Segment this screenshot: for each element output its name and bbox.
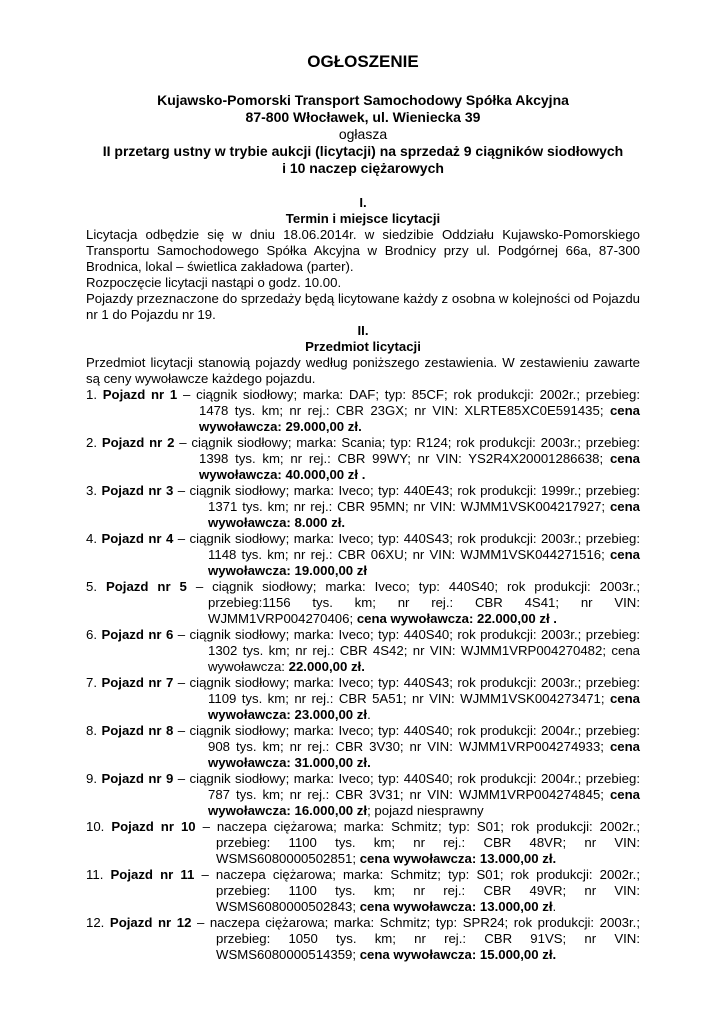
subject-line-2: i 10 naczep ciężarowych — [282, 160, 444, 176]
vehicle-description: – ciągnik siodłowy; marka: Iveco; typ: 440S43; rok produkcji: 2003r.; przebieg: 1148 tys. km; nr rej.: CBR 06XU; nr VIN: WJMM1VSK044271516; — [173, 531, 640, 562]
vehicle-description: – ciągnik siodłowy; marka: Iveco; typ: 440S43; rok produkcji: 2003r.; przebieg: 1109 tys. km; nr rej.: CBR 5A51; nr VIN: WJMM1VSK004273471; — [173, 675, 640, 706]
vehicle-name: Pojazd nr 9 — [101, 771, 174, 786]
vehicle-name: Pojazd nr 1 — [102, 387, 178, 402]
vehicle-price: cena wywoławcza: 13.000,00 zł — [359, 899, 553, 914]
vehicle-description: – ciągnik siodłowy; marka: Iveco; typ: 440S40; rok produkcji: 2003r.; przebieg:1156 tys. km; nr rej.: CBR 4S41; nr VIN: WJMM1VRP004270406; — [186, 579, 640, 626]
vehicle-list — [86, 387, 640, 963]
item-number: 11. — [86, 867, 111, 882]
item-number: 9. — [86, 771, 102, 786]
item-number: 5. — [86, 579, 106, 594]
vehicle-price: cena wywoławcza: 19.000,00 zł — [208, 547, 640, 578]
list-item — [86, 819, 640, 867]
list-item — [86, 627, 640, 675]
item-number: 3. — [86, 483, 102, 498]
list-item — [86, 867, 640, 915]
header-block — [86, 92, 640, 177]
list-item — [86, 675, 640, 723]
item-number: 10. — [86, 819, 112, 834]
vehicle-price: cena wywoławcza: 29.000,00 zł. — [199, 403, 640, 434]
list-item — [86, 387, 640, 435]
vehicle-price: cena wywoławcza: 8.000 zł. — [208, 499, 640, 530]
vehicle-price: cena wywoławcza: 22.000,00 zł . — [356, 611, 557, 626]
vehicle-name: Pojazd nr 4 — [101, 531, 174, 546]
vehicle-name: Pojazd nr 10 — [111, 819, 196, 834]
section-1-number: I. — [359, 195, 367, 210]
vehicle-description: – naczepa ciężarowa; marka: Schmitz; typ: SPR24; rok produkcji: 2003r.; przebieg: 1050 tys. km; nr rej.: CBR 91VS; nr VIN: WSMS6080000514359; — [191, 915, 640, 962]
vehicle-name: Pojazd nr 12 — [109, 915, 192, 930]
vehicle-description: – ciągnik siodłowy; marka: Scania; typ: R124; rok produkcji: 2003r.; przebieg: 1398 tys. km; nr rej.: CBR 99WY; nr VIN: YS2R4X20001286638; — [174, 435, 640, 466]
vehicle-name: Pojazd nr 7 — [101, 675, 174, 690]
section-1-para-2: Rozpoczęcie licytacji nastąpi o godz. 10.00. — [86, 275, 342, 290]
item-number: 2. — [86, 435, 102, 450]
item-number: 1. — [86, 387, 103, 402]
section-2-number: II. — [357, 323, 369, 338]
vehicle-description: – ciągnik siodłowy; marka: Iveco; typ: 440S40; rok produkcji: 2003r.; przebieg: 1302 tys. km; nr rej.: CBR 4S42; nr VIN: WJMM1VRP004270482; cena wywoławcza: — [173, 627, 640, 674]
vehicle-description: – naczepa ciężarowa; marka: Schmitz; typ: S01; rok produkcji: 2002r.; przebieg: 1100 tys. km; nr rej.: CBR 48VR; nr VIN: WSMS6080000502851; — [195, 819, 641, 866]
vehicle-name: Pojazd nr 8 — [101, 723, 174, 738]
section-2-intro: Przedmiot licytacji stanowią pojazdy według poniższego zestawienia. W zestawieniu zawarte są ceny wywoławcze każdego pojazdu. — [86, 355, 640, 386]
vehicle-name: Pojazd nr 2 — [101, 435, 175, 450]
vehicle-note: ; pojazd niesprawny — [367, 803, 484, 818]
vehicle-name: Pojazd nr 11 — [110, 867, 195, 882]
vehicle-name: Pojazd nr 3 — [101, 483, 174, 498]
section-1-heading: Termin i miejsce licytacji — [285, 211, 441, 226]
vehicle-note: . — [367, 707, 371, 722]
item-number: 8. — [86, 723, 102, 738]
company-address: 87-800 Włocławek, ul. Wieniecka 39 — [245, 109, 481, 125]
section-2 — [86, 323, 640, 963]
vehicle-description: – naczepa ciężarowa; marka: Schmitz; typ: S01; rok produkcji: 2002r.; przebieg: 1100 tys. km; nr rej.: CBR 49VR; nr VIN: WSMS6080000502843; — [194, 867, 640, 914]
vehicle-price: cena wywoławcza: 13.000,00 zł. — [359, 851, 557, 866]
vehicle-description: – ciągnik siodłowy; marka: DAF; typ: 85CF; rok produkcji: 2002r.; przebieg: 1478 tys. km; nr rej.: CBR 23GX; nr VIN: XLRTE85XC0E591435; — [177, 387, 640, 418]
vehicle-price: cena wywoławcza: 40.000,00 zł . — [199, 451, 640, 482]
list-item — [86, 771, 640, 819]
item-number: 7. — [86, 675, 102, 690]
list-item — [86, 435, 640, 483]
company-name: Kujawsko-Pomorski Transport Samochodowy Spółka Akcyjna — [157, 92, 569, 108]
vehicle-description: – ciągnik siodłowy; marka: Iveco; typ: 440E43; rok produkcji: 1999r.; przebieg: 1371 tys. km; nr rej.: CBR 95MN; nr VIN: WJMM1VSK004217927; — [173, 483, 640, 514]
page-title: OGŁOSZENIE — [307, 52, 419, 71]
list-item — [86, 531, 640, 579]
list-item — [86, 915, 640, 963]
vehicle-name: Pojazd nr 5 — [105, 579, 187, 594]
section-1-para-1: Licytacja odbędzie się w dniu 18.06.2014r. w siedzibie Oddziału Kujawsko-Pomorskiego Transportu Samochodowego Spółka Akcyjna w Brodnicy przy ul. Podgórnej 66a, 87-300 Brodnica, lokal – świetlica zakładowa (parter). — [86, 227, 640, 274]
item-number: 4. — [86, 531, 102, 546]
vehicle-price: cena wywoławcza: 23.000,00 zł — [208, 691, 640, 722]
list-item — [86, 483, 640, 531]
announces-text: ogłasza — [338, 126, 388, 142]
document-page — [86, 50, 640, 963]
list-item — [86, 579, 640, 627]
list-item — [86, 723, 640, 771]
vehicle-price: cena wywoławcza: 15.000,00 zł. — [359, 947, 557, 962]
subject-line-1: II przetarg ustny w trybie aukcji (licytacji) na sprzedaż 9 ciągników siodłowych — [102, 143, 624, 159]
item-number: 6. — [86, 627, 102, 642]
section-1-para-3: Pojazdy przeznaczone do sprzedaży będą licytowane każdy z osobna w kolejności od Pojazdu nr 1 do Pojazdu nr 19. — [86, 291, 640, 322]
vehicle-description: – ciągnik siodłowy; marka: Iveco; typ: 440S40; rok produkcji: 2004r.; przebieg: 908 tys. km; nr rej.: CBR 3V30; nr VIN: WJMM1VRP004274933; — [173, 723, 640, 754]
section-2-heading: Przedmiot licytacji — [305, 339, 421, 354]
vehicle-price: cena wywoławcza: 31.000,00 zł. — [208, 739, 640, 770]
vehicle-price: cena wywoławcza: 16.000,00 zł — [208, 787, 640, 818]
section-1 — [86, 195, 640, 323]
vehicle-name: Pojazd nr 6 — [101, 627, 174, 642]
item-number: 12. — [86, 915, 110, 930]
vehicle-description: – ciągnik siodłowy; marka: Iveco; typ: 440S40; rok produkcji: 2004r.; przebieg: 787 tys. km; nr rej.: CBR 3V31; nr VIN: WJMM1VRP004274845; — [173, 771, 640, 802]
vehicle-note: . — [552, 899, 557, 914]
vehicle-price: 22.000,00 zł. — [288, 659, 365, 674]
